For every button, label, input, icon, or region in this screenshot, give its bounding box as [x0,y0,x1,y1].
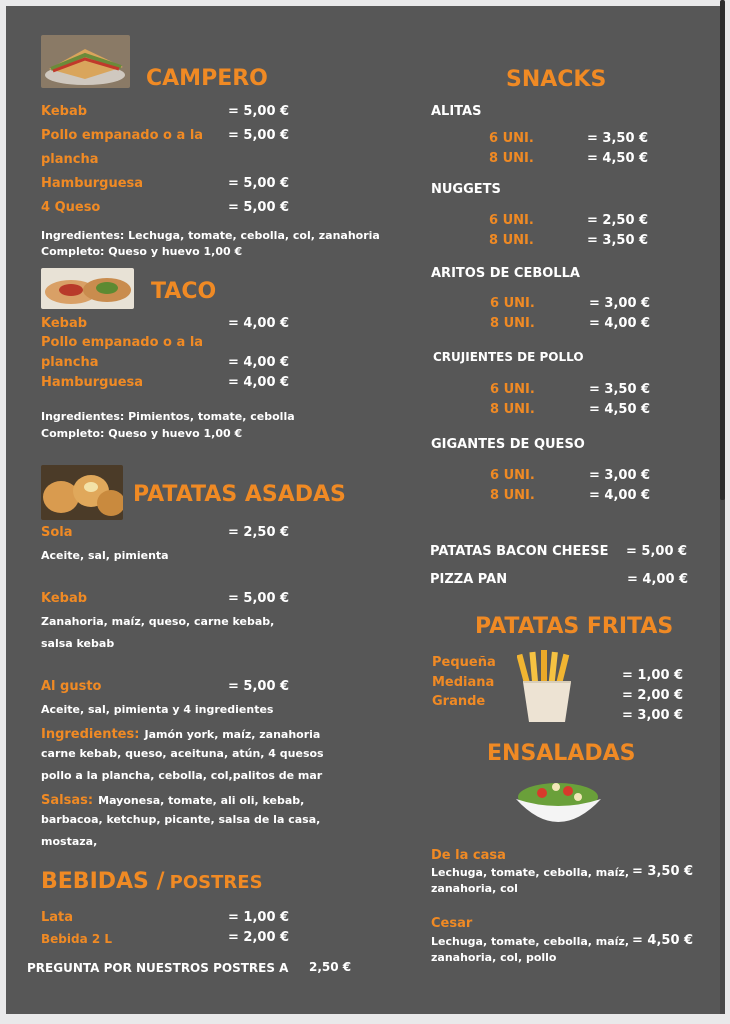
asadas-price-sola: = 2,50 € [228,525,290,540]
ensalada-cesar: Cesar [431,916,473,931]
taco-item-pollo: Pollo empanado o a la [41,335,204,350]
fritas-size-grande: Grande [432,694,486,709]
taco-price-kebab: = 4,00 € [228,316,290,331]
patatas-fritas-title: PATATAS FRITAS [475,614,674,639]
gigantes-qty-6: 6 UNI. [490,468,535,483]
snack-group-aritos: ARITOS DE CEBOLLA [431,266,580,281]
asadas-desc-kebab-1: Zanahoria, maíz, queso, carne kebab, [41,615,275,628]
campero-price-hamburguesa: = 5,00 € [228,176,290,191]
ensalada-cesar-price: = 4,50 € [632,933,694,948]
aritos-price-6: = 3,00 € [589,296,651,311]
bebidas-price-2l: = 2,00 € [228,930,290,945]
ensaladas-title: ENSALADAS [487,741,636,766]
aritos-qty-8: 8 UNI. [490,316,535,331]
campero-item-hamburguesa: Hamburguesa [41,176,144,191]
patatas-asadas-title: PATATAS ASADAS [133,482,346,507]
campero-item-4queso: 4 Queso [41,200,101,215]
taco-price-pollo: = 4,00 € [228,355,290,370]
nuggets-price-8: = 3,50 € [587,233,649,248]
asadas-item-al-gusto: Al gusto [41,679,102,694]
asadas-price-al-gusto: = 5,00 € [228,679,290,694]
campero-item-kebab: Kebab [41,104,88,119]
alitas-price-6: = 3,50 € [587,131,649,146]
bebidas-heading [41,869,263,894]
salsas-text-1: Mayonesa, tomate, ali oli, kebab, [98,794,305,807]
snack-group-alitas: ALITAS [431,104,482,119]
extra-pizza-pan-price: = 4,00 € [627,572,689,587]
salad-bowl-photo [512,775,605,833]
taco-item-pollo-line2: plancha [41,355,99,370]
alitas-price-8: = 4,50 € [587,151,649,166]
nuggets-price-6: = 2,50 € [587,213,649,228]
postres-price: 2,50 € [309,960,352,974]
fritas-price-mediana: = 2,00 € [622,688,684,703]
extra-pizza-pan: PIZZA PAN [430,572,508,587]
nuggets-qty-8: 8 UNI. [489,233,534,248]
campero-complete: Completo: Queso y huevo 1,00 € [41,245,243,258]
bebidas-title: BEBIDAS / [41,869,165,894]
taco-ingredients: Ingredientes: Pimientos, tomate, cebolla [41,410,295,423]
fries-photo [517,650,577,724]
asadas-item-kebab: Kebab [41,591,88,606]
ensalada-de-la-casa-desc-1: Lechuga, tomate, cebolla, maíz, [431,866,630,879]
nuggets-qty-6: 6 UNI. [489,213,534,228]
gigantes-qty-8: 8 UNI. [490,488,535,503]
crujientes-price-8: = 4,50 € [589,402,651,417]
campero-item-pollo-line2: plancha [41,152,99,167]
crujientes-price-6: = 3,50 € [589,382,651,397]
ensalada-de-la-casa: De la casa [431,848,506,863]
fritas-size-mediana: Mediana [432,675,495,690]
ensalada-de-la-casa-price: = 3,50 € [632,864,694,879]
baked-potato-photo [41,465,123,520]
asadas-desc-sola: Aceite, sal, pimienta [41,549,169,562]
snack-group-nuggets: NUGGETS [431,182,501,197]
campero-ingredients: Ingredientes: Lechuga, tomate, cebolla, col, zanahoria [41,229,380,242]
crujientes-qty-8: 8 UNI. [490,402,535,417]
salsas-label: Salsas: [41,793,94,808]
crujientes-qty-6: 6 UNI. [490,382,535,397]
ensalada-cesar-desc-2: zanahoria, col, pollo [431,951,557,964]
campero-price-kebab: = 5,00 € [228,104,290,119]
asadas-salsas-line1 [41,789,304,808]
taco-item-hamburguesa: Hamburguesa [41,375,144,390]
taco-item-kebab: Kebab [41,316,88,331]
taco-photo [41,268,134,309]
asadas-desc-al-gusto: Aceite, sal, pimienta y 4 ingredientes [41,703,274,716]
postres-note: PREGUNTA POR NUESTROS POSTRES A [27,961,289,975]
fritas-price-pequena: = 1,00 € [622,668,684,683]
gigantes-price-6: = 3,00 € [589,468,651,483]
ingredientes-text-3: pollo a la plancha, cebolla, col,palitos de mar [41,769,323,782]
aritos-price-8: = 4,00 € [589,316,651,331]
alitas-qty-6: 6 UNI. [489,131,534,146]
campero-price-4queso: = 5,00 € [228,200,290,215]
gigantes-price-8: = 4,00 € [589,488,651,503]
aritos-qty-6: 6 UNI. [490,296,535,311]
bebidas-item-lata: Lata [41,910,74,925]
ingredientes-label: Ingredientes: [41,727,140,742]
asadas-desc-kebab-2: salsa kebab [41,637,115,650]
ingredientes-text-1: Jamón york, maíz, zanahoria [144,728,321,741]
taco-complete: Completo: Queso y huevo 1,00 € [41,427,243,440]
bebidas-item-2l: Bebida 2 L [41,932,113,946]
snacks-title: SNACKS [506,67,607,92]
ingredientes-text-2: carne kebab, queso, aceituna, atún, 4 quesos [41,747,324,760]
ensalada-de-la-casa-desc-2: zanahoria, col [431,882,518,895]
extra-bacon-cheese-price: = 5,00 € [626,544,688,559]
campero-title: CAMPERO [146,66,268,91]
taco-price-hamburguesa: = 4,00 € [228,375,290,390]
postres-title: POSTRES [169,872,263,893]
asadas-item-sola: Sola [41,525,73,540]
campero-item-pollo: Pollo empanado o a la [41,128,204,143]
ensalada-cesar-desc-1: Lechuga, tomate, cebolla, maíz, [431,935,630,948]
campero-price-pollo: = 5,00 € [228,128,290,143]
snack-group-crujientes: CRUJIENTES DE POLLO [433,350,584,364]
alitas-qty-8: 8 UNI. [489,151,534,166]
taco-title: TACO [151,279,217,304]
fritas-size-pequena: Pequeña [432,655,496,670]
snack-group-gigantes: GIGANTES DE QUESO [431,437,585,452]
bebidas-price-lata: = 1,00 € [228,910,290,925]
asadas-price-kebab: = 5,00 € [228,591,290,606]
salsas-text-3: mostaza, [41,835,98,848]
scrollbar-thumb[interactable] [720,0,725,500]
salsas-text-2: barbacoa, ketchup, picante, salsa de la casa, [41,813,321,826]
fritas-price-grande: = 3,00 € [622,708,684,723]
asadas-ingredientes-line1 [41,723,320,742]
sandwich-photo [41,35,130,88]
extra-bacon-cheese: PATATAS BACON CHEESE [430,544,609,559]
